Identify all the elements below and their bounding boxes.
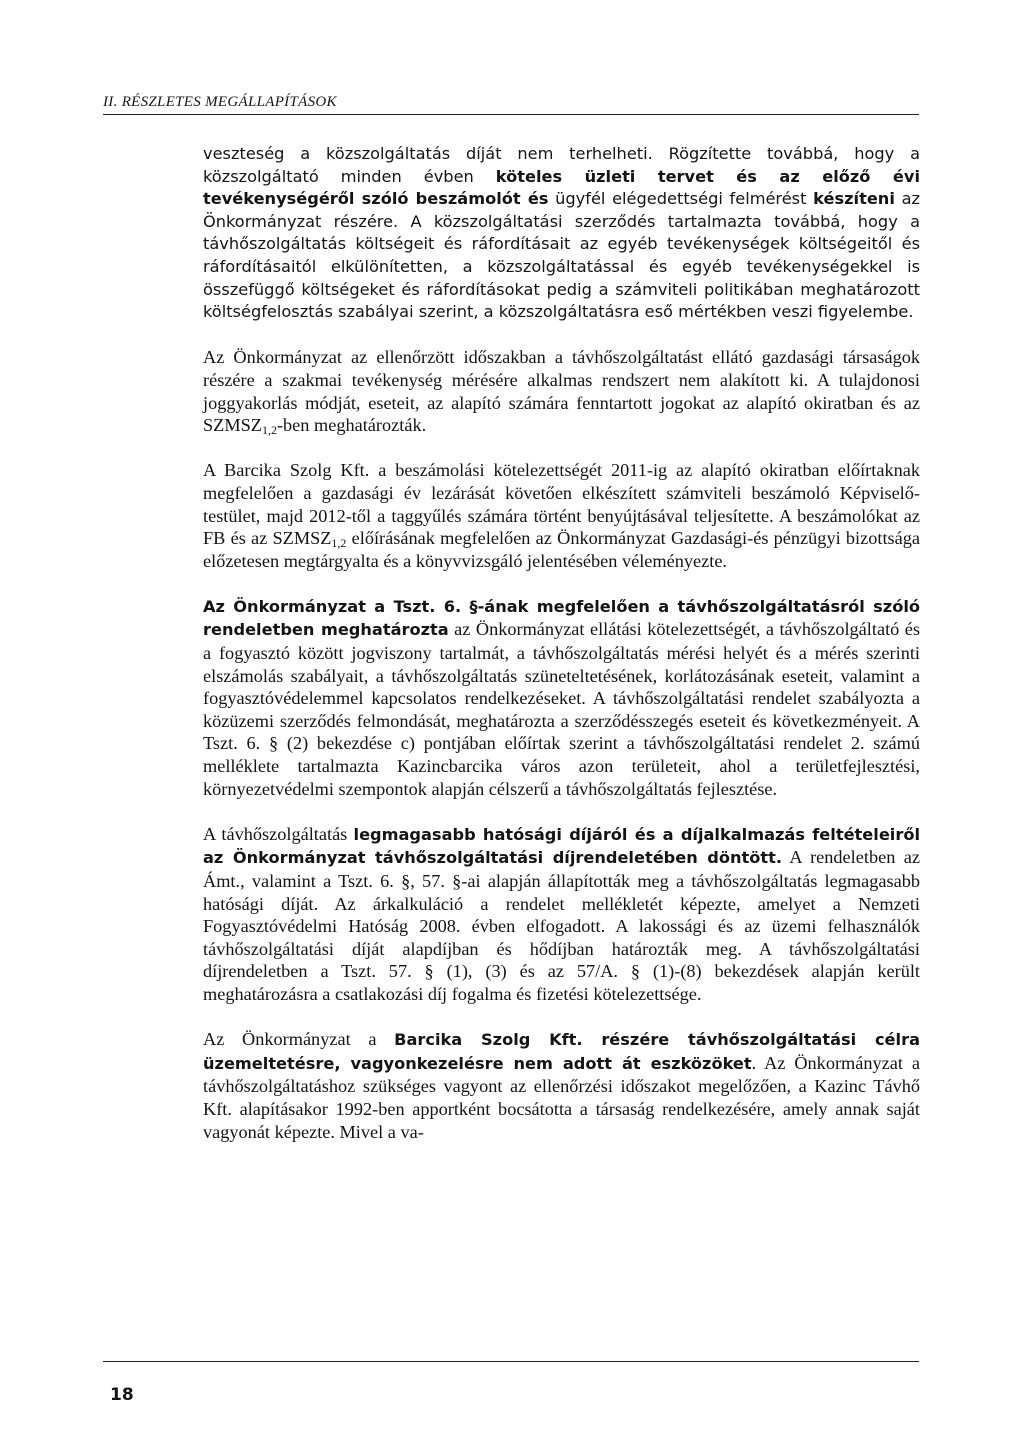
document-body (203, 143, 920, 1166)
running-header (103, 93, 919, 115)
p1-bold-2: készíteni (813, 189, 895, 209)
p6-text-2: . Az Önkormányzat a távhőszolgáltatáshoz szükséges vagyont az ellenőrzési időszakot megelőzően, a Kazinc Távhő Kft. alapításakor 1992-ben apportként bocsátotta a társaság rendelkezésére, amely annak saját vagyonát képezte. Mivel a va- (203, 1052, 920, 1142)
paragraph-2 (203, 346, 920, 436)
p3-subscript: 1,2 (331, 536, 347, 551)
p1-bold-1: köteles üzleti tervet és az előző évi tevékenységéről szóló beszámolót és (203, 166, 920, 209)
paragraph-3 (203, 459, 920, 572)
p2-text-2: -ben meghatározták. (276, 415, 427, 436)
p1-text-1: veszteség a közszolgáltatás díját nem terhelheti. Rögzítette továbbá, hogy a közszolgáltató minden évben (203, 144, 920, 186)
p6-text-1: Az Önkormányzat a (203, 1029, 395, 1050)
p2-subscript: 1,2 (261, 423, 277, 438)
p1-text-3: az Önkormányzat részére. A közszolgáltatási szerződés tartalmazta továbbá, hogy a távhőszolgáltatás költségeit és ráfordításait az egyéb tevékenységek költségeitől és ráfordításaitól elkülönítetten, a közszolgáltatással és egyéb tevékenységekkel is összefüggő költségeket és ráfordításokat pedig a számviteli politikában meghatározott költségfelosztás szabályai szerint, a közszolgáltatásra eső mértékben veszi figyelembe. (203, 189, 921, 322)
page-number: 18 (110, 1385, 134, 1405)
paragraph-5 (203, 823, 920, 1006)
p3-text-2: előírásának megfelelően az Önkormányzat Gazdasági-és pénzügyi bizottsága előzetesen megtárgyalta és a könyvvizsgáló jelentésében véleményezte. (203, 528, 921, 571)
p2-text-1: Az Önkormányzat az ellenőrzött időszakban a távhőszolgáltatást ellátó gazdasági társaságok részére a szakmai tevékenység mérésére alkalmas rendszert nem alakított ki. A tulajdonosi joggyakorlás módját, eseteit, az alapító számára fenntartott jogokat az alapító okiratban és az SZMSZ (203, 347, 920, 436)
p5-text-2: A rendeletben az Ámt., valamint a Tszt. 6. §, 57. §-ai alapján állapították meg a távhőszolgáltatás legmagasabb hatósági díját. Az árkalkuláció a rendelet mellékletét képezte, amelyet a Nemzeti Fogyasztóvédelmi Hatóság 2008. évben elfogadott. A lakossági és az üzemi felhasználók távhőszolgáltatási díját alapdíjban és hődíjban határozták meg. A távhőszolgáltatási díjrendeletben a Tszt. 57. § (1), (3) és az 57/A. § (1)-(8) bekezdések alapján került meghatározásra a csatlakozási díj fogalma és fizetési kötelezettsége. (203, 847, 921, 1004)
paragraph-1 (203, 143, 920, 324)
header-title: II. RÉSZLETES MEGÁLLAPÍTÁSOK (103, 94, 337, 110)
p4-bold-1: Az Önkormányzat a Tszt. 6. §-ának megfelelően a távhőszolgáltatásról szóló rendeletben meghatározta (203, 596, 920, 640)
p5-text-1: A távhőszolgáltatás (203, 823, 354, 844)
p3-text-1: A Barcika Szolg Kft. a beszámolási kötelezettségét 2011-ig az alapító okiratban előírtaknak megfelelően a gazdasági év lezárását követően elkészített számviteli beszámoló Képviselő-testület, majd 2012-től a taggyűlés számára történt benyújtásával teljesítette. A beszámolókat az FB és az SZMSZ (203, 460, 920, 549)
p4-text-1: az Önkormányzat ellátási kötelezettségét, a távhőszolgáltató és a fogyasztó között jogviszony tartalmát, a távhőszolgáltatás mérési helyét és a mérés szerinti elszámolás szabályait, a távhőszolgáltatás szüneteltetésének, korlátozásának eseteit, valamint a fogyasztóvédelemmel kapcsolatos rendelkezéseket. A távhőszolgáltatási rendelet szabályozta a közüzemi szerződés felmondását, meghatározta a szerződésszegés eseteit és következményeit. A Tszt. 6. § (2) bekezdése c) pontjában előírtak szerint a távhőszolgáltatási rendelet 2. számú melléklete tartalmazta Kazincbarcika város azon területeit, ahol a területfejlesztési, környezetvédelmi szempontok alapján célszerű a távhőszolgáltatás fejlesztése. (203, 619, 920, 799)
p6-bold-1: Barcika Szolg Kft. részére távhőszolgáltatási célra üzemeltetésre, vagyonkezelésre nem adott át eszközöket (203, 1030, 920, 1073)
p5-bold-1: legmagasabb hatósági díjáról és a díjalkalmazás feltételeiről az Önkormányzat távhőszolgáltatási díjrendeletében döntött. (203, 824, 920, 868)
paragraph-4 (203, 595, 920, 800)
footer-rule (103, 1361, 919, 1362)
p1-text-2: ügyfél elégedettségi felmérést (548, 189, 814, 209)
paragraph-6 (203, 1028, 920, 1143)
